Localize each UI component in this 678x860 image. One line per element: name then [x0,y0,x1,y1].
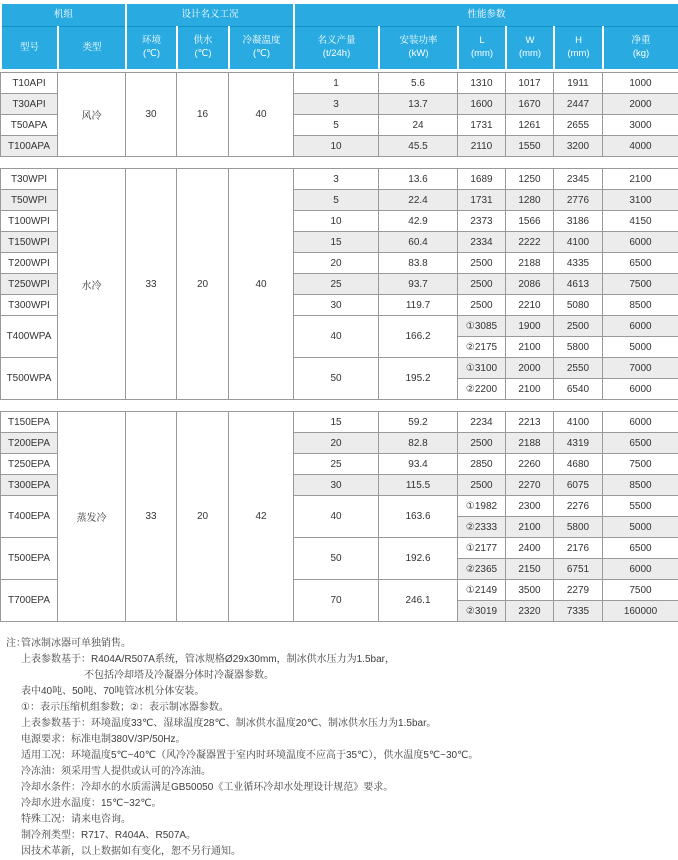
dim-w-cell: 2300 [506,496,554,517]
dim-h-cell: 5080 [554,295,603,316]
weight-cell: 5500 [603,496,678,517]
dim-w-cell: 1670 [506,94,554,115]
dim-h-cell: 2500 [554,316,603,337]
model-cell: T50APA [1,115,58,136]
dim-l-cell: ①3085 [458,316,506,337]
weight-cell: 6000 [603,232,678,253]
capacity-cell: 3 [294,169,379,190]
dim-h-cell: 1911 [554,73,603,94]
capacity-cell: 50 [294,358,379,400]
capacity-cell: 30 [294,295,379,316]
column-header-label: L [459,35,505,48]
dim-l-cell: 2500 [458,295,506,316]
column-header-label: 型号 [2,42,57,55]
power-cell: 119.7 [379,295,458,316]
note-line: 特殊工况：请来电咨询。 [21,812,678,828]
dim-l-cell: ①2149 [458,580,506,601]
column-header-unit: (mm) [555,48,602,61]
dim-h-cell: 2776 [554,190,603,211]
capacity-cell: 25 [294,274,379,295]
capacity-cell: 15 [294,412,379,433]
spec-block-1 [0,168,678,400]
weight-cell: 7500 [603,454,678,475]
power-cell: 45.5 [379,136,458,157]
note-lines [21,636,678,860]
column-header-dim-l [458,27,506,71]
weight-cell: 3100 [603,190,678,211]
column-header-unit: (kW) [380,48,457,61]
dim-w-cell: 2188 [506,253,554,274]
weight-cell: 4150 [603,211,678,232]
supply-cell: 16 [177,73,229,157]
dim-h-cell: 5800 [554,337,603,358]
dim-w-cell: 1900 [506,316,554,337]
note-prefix: 注： [6,636,26,652]
model-cell: T400EPA [1,496,58,538]
dim-h-cell: 4100 [554,412,603,433]
column-header-capacity [294,27,379,71]
column-header-unit: (℃) [127,48,176,61]
dim-w-cell: 3500 [506,580,554,601]
dim-l-cell: ②2333 [458,517,506,538]
column-header-dim-w [506,27,554,71]
power-cell: 60.4 [379,232,458,253]
dim-w-cell: 1280 [506,190,554,211]
dim-l-cell: 2234 [458,412,506,433]
note-line: 电源要求：标准电制380V/3P/50Hz。 [21,732,678,748]
dim-l-cell: ①1982 [458,496,506,517]
dim-l-cell: ②2365 [458,559,506,580]
dim-h-cell: 5800 [554,517,603,538]
dim-w-cell: 2000 [506,358,554,379]
power-cell: 83.8 [379,253,458,274]
dim-l-cell: 2850 [458,454,506,475]
notes-section [0,636,678,860]
model-cell: T400WPA [1,316,58,358]
dim-h-cell: 2655 [554,115,603,136]
dim-h-cell: 4613 [554,274,603,295]
model-cell: T30WPI [1,169,58,190]
note-line: 冷却水进水温度：15℃~32℃。 [21,796,678,812]
model-cell: T30API [1,94,58,115]
note-line: ①：表示压缩机组参数；②：表示制冰器参数。 [21,700,678,716]
column-header-dim-h [554,27,603,71]
note-line: 管冰制冰器可单独销售。 [21,636,678,652]
condensing-cell: 40 [229,169,294,400]
column-header-power [379,27,458,71]
model-cell: T500EPA [1,538,58,580]
capacity-cell: 5 [294,190,379,211]
power-cell: 24 [379,115,458,136]
capacity-cell: 20 [294,433,379,454]
dim-w-cell: 1261 [506,115,554,136]
column-header-unit: (mm) [507,48,553,61]
dim-w-cell: 2222 [506,232,554,253]
supply-cell: 20 [177,169,229,400]
weight-cell: 5000 [603,517,678,538]
dim-w-cell: 1250 [506,169,554,190]
dim-h-cell: 2276 [554,496,603,517]
power-cell: 13.7 [379,94,458,115]
note-line: 上表参数基于：R404A/R507A系统，管冰规格Ø29x30mm，制冰供水压力为1.5bar， [21,652,678,668]
column-header-label: 类型 [59,42,125,55]
power-cell: 246.1 [379,580,458,622]
model-cell: T50WPI [1,190,58,211]
power-cell: 5.6 [379,73,458,94]
power-cell: 42.9 [379,211,458,232]
weight-cell: 7500 [603,580,678,601]
capacity-cell: 40 [294,316,379,358]
dim-h-cell: 2279 [554,580,603,601]
capacity-cell: 15 [294,232,379,253]
column-header-label: 环境 [127,35,176,48]
dim-h-cell: 6540 [554,379,603,400]
dim-h-cell: 3200 [554,136,603,157]
dim-l-cell: 2500 [458,475,506,496]
weight-cell: 2100 [603,169,678,190]
weight-cell: 6500 [603,253,678,274]
power-cell: 93.4 [379,454,458,475]
power-cell: 59.2 [379,412,458,433]
note-line: 上表参数基于：环境温度33℃、湿球温度28℃、制冰供水温度20℃、制冰供水压力为1.5bar。 [21,716,678,732]
dim-l-cell: 1600 [458,94,506,115]
dim-l-cell: 2500 [458,274,506,295]
dim-w-cell: 2320 [506,601,554,622]
spec-block-0 [0,72,678,157]
dim-l-cell: 2500 [458,433,506,454]
dim-h-cell: 2345 [554,169,603,190]
capacity-cell: 40 [294,496,379,538]
dim-h-cell: 2176 [554,538,603,559]
model-cell: T250EPA [1,454,58,475]
dim-w-cell: 2213 [506,412,554,433]
dim-l-cell: 1310 [458,73,506,94]
dim-w-cell: 1017 [506,73,554,94]
note-line: 因技术革新，以上数据如有变化，恕不另行通知。 [21,844,678,860]
capacity-cell: 50 [294,538,379,580]
dim-l-cell: ②3019 [458,601,506,622]
column-header-label: 冷凝温度 [230,35,293,48]
capacity-cell: 10 [294,136,379,157]
dim-l-cell: 1731 [458,190,506,211]
type-cell: 水冷 [58,169,126,400]
capacity-cell: 20 [294,253,379,274]
column-header-label: 名义产量 [295,35,378,48]
weight-cell: 6000 [603,316,678,337]
header-table [0,2,678,71]
weight-cell: 8500 [603,295,678,316]
column-header-unit: (℃) [230,48,293,61]
dim-w-cell: 2086 [506,274,554,295]
weight-cell: 2000 [603,94,678,115]
note-line: 不包括冷却塔及冷凝器分体时冷凝器参数。 [21,668,678,684]
condensing-cell: 42 [229,412,294,622]
spec-block-2 [0,411,678,622]
model-cell: T200WPI [1,253,58,274]
model-cell: T150EPA [1,412,58,433]
power-cell: 93.7 [379,274,458,295]
weight-cell: 4000 [603,136,678,157]
ambient-cell: 33 [126,169,177,400]
group-header-0: 机组 [1,3,126,27]
weight-cell: 6000 [603,412,678,433]
note-line: 适用工况：环境温度5℃~40℃（风冷冷凝器置于室内时环境温度不应高于35℃），供水温度5℃~30℃。 [21,748,678,764]
power-cell: 22.4 [379,190,458,211]
column-header-ambient [126,27,177,71]
note-line: 制冷剂类型：R717、R404A、R507A。 [21,828,678,844]
dim-h-cell: 6751 [554,559,603,580]
power-cell: 166.2 [379,316,458,358]
dim-w-cell: 2100 [506,379,554,400]
dim-l-cell: 1731 [458,115,506,136]
dim-h-cell: 2550 [554,358,603,379]
weight-cell: 6500 [603,433,678,454]
power-cell: 82.8 [379,433,458,454]
dim-h-cell: 4100 [554,232,603,253]
column-header-label: 净重 [604,35,678,48]
column-header-model [1,27,58,71]
column-header-label: 安装功率 [380,35,457,48]
type-cell: 风冷 [58,73,126,157]
dim-l-cell: 2500 [458,253,506,274]
model-cell: T10API [1,73,58,94]
model-cell: T200EPA [1,433,58,454]
dim-w-cell: 1550 [506,136,554,157]
note-line: 表中40吨、50吨、70吨管冰机分体安装。 [21,684,678,700]
model-cell: T500WPA [1,358,58,400]
column-header-weight [603,27,678,71]
column-header-label: H [555,35,602,48]
capacity-cell: 25 [294,454,379,475]
condensing-cell: 40 [229,73,294,157]
weight-cell: 7000 [603,358,678,379]
column-header-unit: (t/24h) [295,48,378,61]
dim-l-cell: 2334 [458,232,506,253]
type-cell: 蒸发冷 [58,412,126,622]
power-cell: 13.6 [379,169,458,190]
column-header-unit: (kg) [604,48,678,61]
capacity-cell: 3 [294,94,379,115]
dim-l-cell: 1689 [458,169,506,190]
weight-cell: 3000 [603,115,678,136]
dim-l-cell: ①2177 [458,538,506,559]
dim-w-cell: 1566 [506,211,554,232]
group-header-2: 性能参数 [294,3,678,27]
power-cell: 115.5 [379,475,458,496]
dim-h-cell: 4680 [554,454,603,475]
ambient-cell: 30 [126,73,177,157]
weight-cell: 8500 [603,475,678,496]
column-header-unit: (℃) [178,48,228,61]
weight-cell: 1000 [603,73,678,94]
dim-h-cell: 7335 [554,601,603,622]
capacity-cell: 1 [294,73,379,94]
weight-cell: 7500 [603,274,678,295]
dim-w-cell: 2400 [506,538,554,559]
model-cell: T300WPI [1,295,58,316]
dim-l-cell: ②2175 [458,337,506,358]
dim-l-cell: ①3100 [458,358,506,379]
power-cell: 163.6 [379,496,458,538]
note-line: 冷却水条件：冷却水的水质需满足GB50050《工业循环冷却水处理设计规范》要求。 [21,780,678,796]
dim-w-cell: 2210 [506,295,554,316]
dim-w-cell: 2150 [506,559,554,580]
dim-w-cell: 2260 [506,454,554,475]
spec-blocks [0,72,678,622]
model-cell: T250WPI [1,274,58,295]
capacity-cell: 5 [294,115,379,136]
capacity-cell: 70 [294,580,379,622]
model-cell: T700EPA [1,580,58,622]
model-cell: T300EPA [1,475,58,496]
dim-w-cell: 2188 [506,433,554,454]
ambient-cell: 33 [126,412,177,622]
dim-l-cell: 2110 [458,136,506,157]
supply-cell: 20 [177,412,229,622]
dim-h-cell: 2447 [554,94,603,115]
model-cell: T150WPI [1,232,58,253]
dim-w-cell: 2100 [506,337,554,358]
column-header-unit: (mm) [459,48,505,61]
note-line: 冷冻油：须采用雪人提供或认可的冷冻油。 [21,764,678,780]
column-header-type [58,27,126,71]
dim-h-cell: 3186 [554,211,603,232]
capacity-cell: 10 [294,211,379,232]
dim-w-cell: 2100 [506,517,554,538]
dim-l-cell: 2373 [458,211,506,232]
weight-cell: 5000 [603,337,678,358]
model-cell: T100APA [1,136,58,157]
group-header-1: 设计名义工况 [126,3,294,27]
power-cell: 192.6 [379,538,458,580]
capacity-cell: 30 [294,475,379,496]
weight-cell: 6000 [603,559,678,580]
dim-h-cell: 4319 [554,433,603,454]
dim-h-cell: 6075 [554,475,603,496]
weight-cell: 6000 [603,379,678,400]
column-header-label: 供水 [178,35,228,48]
column-header-supply [177,27,229,71]
column-header-label: W [507,35,553,48]
model-cell: T100WPI [1,211,58,232]
weight-cell: 6500 [603,538,678,559]
power-cell: 195.2 [379,358,458,400]
dim-l-cell: ②2200 [458,379,506,400]
dim-w-cell: 2270 [506,475,554,496]
weight-cell: 160000 [603,601,678,622]
column-header-condensing [229,27,294,71]
dim-h-cell: 4335 [554,253,603,274]
